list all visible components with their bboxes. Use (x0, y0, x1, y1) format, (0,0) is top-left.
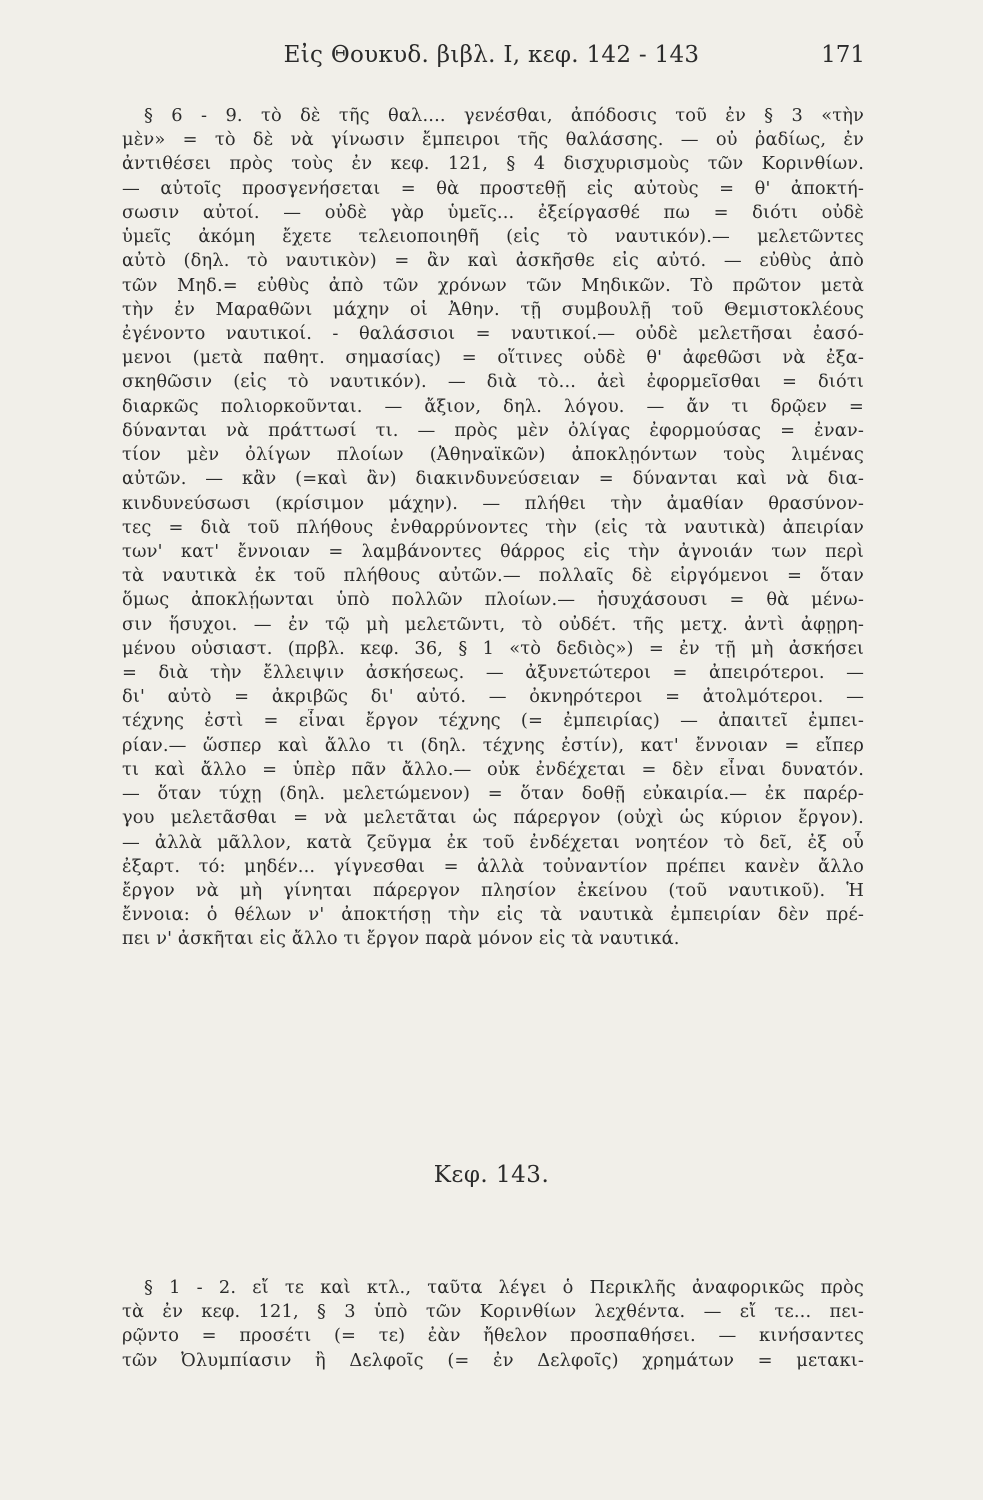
text-line: — ἀλλὰ μᾶλλον, κατὰ ζεῦγμα ἐκ τοῦ ἐνδέχεται νοητέον τὸ δεῖ, ἐξ οὗ (122, 831, 864, 853)
text-line: = διὰ τὴν ἔλλειψιν ἀσκήσεως. — ἀξυνετώτεροι = ἀπειρότεροι. — (122, 662, 864, 684)
text-line: τες = διὰ τοῦ πλήθους ἐνθαρρύνοντες τὴν (εἰς τὰ ναυτικὰ) ἀπειρίαν (122, 516, 864, 538)
text-line: τὰ ἐν κεφ. 121, § 3 ὑπὸ τῶν Κορινθίων λεχθέντα. — εἴ τε... πει- (122, 1301, 864, 1323)
text-line: τέχνης ἐστὶ = εἶναι ἔργον τέχνης (= ἐμπειρίας) — ἀπαιτεῖ ἐμπει- (122, 710, 864, 732)
text-line: διαρκῶς πολιορκοῦνται. — ἄξιον, δηλ. λόγου. — ἄν τι δρῷεν = (122, 395, 864, 417)
text-line: ἔργον νὰ μὴ γίνηται πάρεργον πλησίον ἐκείνου (τοῦ ναυτικοῦ). Ἡ (122, 880, 864, 901)
text-line: τῶν Ὀλυμπίασιν ἢ Δελφοῖς (= ἐν Δελφοῖς) χρημάτων = μετακι- (122, 1349, 864, 1371)
text-line: § 1 - 2. εἴ τε καὶ κτλ., ταῦτα λέγει ὁ Περικλῆς ἀναφορικῶς πρὸς (144, 1277, 864, 1298)
commentary-section-143 (122, 1276, 864, 1373)
text-line: γου μελετᾶσθαι = νὰ μελετᾶται ὡς πάρεργον (οὐχὶ ὡς κύριον ἔργον). (122, 807, 864, 829)
text-line: — ὅταν τύχῃ (δηλ. μελετώμενον) = ὅταν δοθῇ εὐκαιρία.— ἐκ παρέρ- (122, 783, 864, 805)
text-line: σκηθῶσιν (εἰς τὸ ναυτικόν). — διὰ τὸ... ἀεὶ ἐφορμεῖσθαι = διότι (122, 371, 864, 393)
page-number: 171 (821, 42, 865, 68)
text-line: τῶν Μηδ.= εὐθὺς ἀπὸ τῶν χρόνων τῶν Μηδικῶν. Τὸ πρῶτον μετὰ (122, 274, 864, 296)
text-line: ὑμεῖς ἀκόμη ἔχετε τελειοποιηθῆ (εἰς τὸ ναυτικόν).— μελετῶντες (122, 226, 864, 248)
text-line: των' κατ' ἔννοιαν = λαμβάνοντες θάρρος εἰς τὴν ἀγνοιάν των περὶ (122, 540, 864, 562)
running-head-title: Εἰς Θουκυδ. βιβλ. Ι, κεφ. 142 - 143 (283, 42, 700, 68)
text-line: τὰ ναυτικὰ ἐκ τοῦ πλήθους αὐτῶν.— πολλαῖς δὲ εἰργόμενοι = ὅταν (122, 565, 864, 587)
text-line: ἐγένοντο ναυτικοί. - θαλάσσιοι = ναυτικοί.— οὐδὲ μελετῆσαι ἐασό- (122, 322, 864, 344)
text-line: § 6 - 9. τὸ δὲ τῆς θαλ.... γενέσθαι, ἀπόδοσις τοῦ ἐν § 3 «τὴν (144, 105, 864, 126)
text-line: ἀντιθέσει πρὸς τοὺς ἐν κεφ. 121, § 4 δισχυρισμοὺς τῶν Κορινθίων. (122, 153, 864, 175)
text-line: μὲν» = τὸ δὲ νὰ γίνωσιν ἔμπειροι τῆς θαλάσσης. — οὐ ῥαδίως, ἐν (122, 129, 864, 151)
text-line: σωσιν αὐτοί. — οὐδὲ γὰρ ὑμεῖς... ἐξείργασθέ πω = διότι οὐδὲ (122, 201, 864, 223)
text-line: πει ν' ἀσκῆται εἰς ἄλλο τι ἔργον παρὰ μόνον εἰς τὰ ναυτικά. (122, 928, 680, 950)
text-line: μενοι (μετὰ παθητ. σημασίας) = οἵτινες οὐδὲ θ' ἀφεθῶσι νὰ ἐξα- (122, 347, 864, 369)
text-line: τὴν ἐν Μαραθῶνι μάχην οἱ Ἀθην. τῇ συμβουλῇ τοῦ Θεμιστοκλέους (122, 298, 864, 320)
text-line: δύνανται νὰ πράττωσί τι. — πρὸς μὲν ὀλίγας ἐφορμούσας = ἐναν- (122, 419, 864, 441)
text-line: ἐξαρτ. τό: μηδέν... γίγνεσθαι = ἀλλὰ τοὐναντίον πρέπει κανὲν ἄλλο (122, 855, 864, 877)
text-line: μένου οὐσιαστ. (πρβλ. κεφ. 36, § 1 «τὸ δεδιὸς») = ἐν τῇ μὴ ἀσκήσει (122, 637, 864, 659)
text-line: τίον μὲν ὀλίγων πλοίων (Ἀθηναϊκῶν) ἀποκλῃόντων τοὺς λιμένας (122, 444, 864, 466)
text-line: σιν ἥσυχοι. — ἐν τῷ μὴ μελετῶντι, τὸ οὐδέτ. τῆς μετχ. ἀντὶ ἀφῃρη- (122, 613, 864, 635)
text-line: αὐτὸ (δηλ. τὸ ναυτικὸν) = ἂν καὶ ἀσκῆσθε εἰς αὐτό. — εὐθὺς ἀπὸ (122, 250, 864, 272)
chapter-heading: Κεφ. 143. (433, 1162, 550, 1188)
text-line: ρῷντο = προσέτι (= τε) ἐὰν ἤθελον προσπαθήσει. — κινήσαντες (122, 1325, 864, 1347)
text-line: αὐτῶν. — κἂν (=καὶ ἂν) διακινδυνεύσειαν = δύνανται καὶ νὰ δια- (122, 468, 864, 490)
text-line: τι καὶ ἄλλο = ὑπὲρ πᾶν ἄλλο.— οὐκ ἐνδέχεται = δὲν εἶναι δυνατόν. (122, 758, 864, 780)
commentary-section-142 (122, 104, 864, 952)
text-line: ρίαν.— ὥσπερ καὶ ἄλλο τι (δηλ. τέχνης ἐστίν), κατ' ἔννοιαν = εἴπερ (122, 734, 864, 756)
running-head (0, 42, 983, 78)
text-line: ὅμως ἀποκλῄωνται ὑπὸ πολλῶν πλοίων.— ἡσυχάσουσι = θὰ μένω- (122, 589, 864, 611)
text-line: ἔννοια: ὁ θέλων ν' ἀποκτήσῃ τὴν εἰς τὰ ναυτικὰ ἐμπειρίαν δὲν πρέ- (122, 904, 864, 926)
text-line: κινδυνεύσωσι (κρίσιμον μάχην). — πλήθει τὴν ἀμαθίαν θρασύνον- (122, 492, 864, 514)
text-line: δι' αὐτὸ = ἀκριβῶς δι' αὐτό. — ὀκνηρότεροι = ἀτολμότεροι. — (122, 686, 864, 708)
text-line: — αὐτοῖς προσγενήσεται = θὰ προστεθῇ εἰς αὐτοὺς = θ' ἀποκτή- (122, 177, 864, 199)
